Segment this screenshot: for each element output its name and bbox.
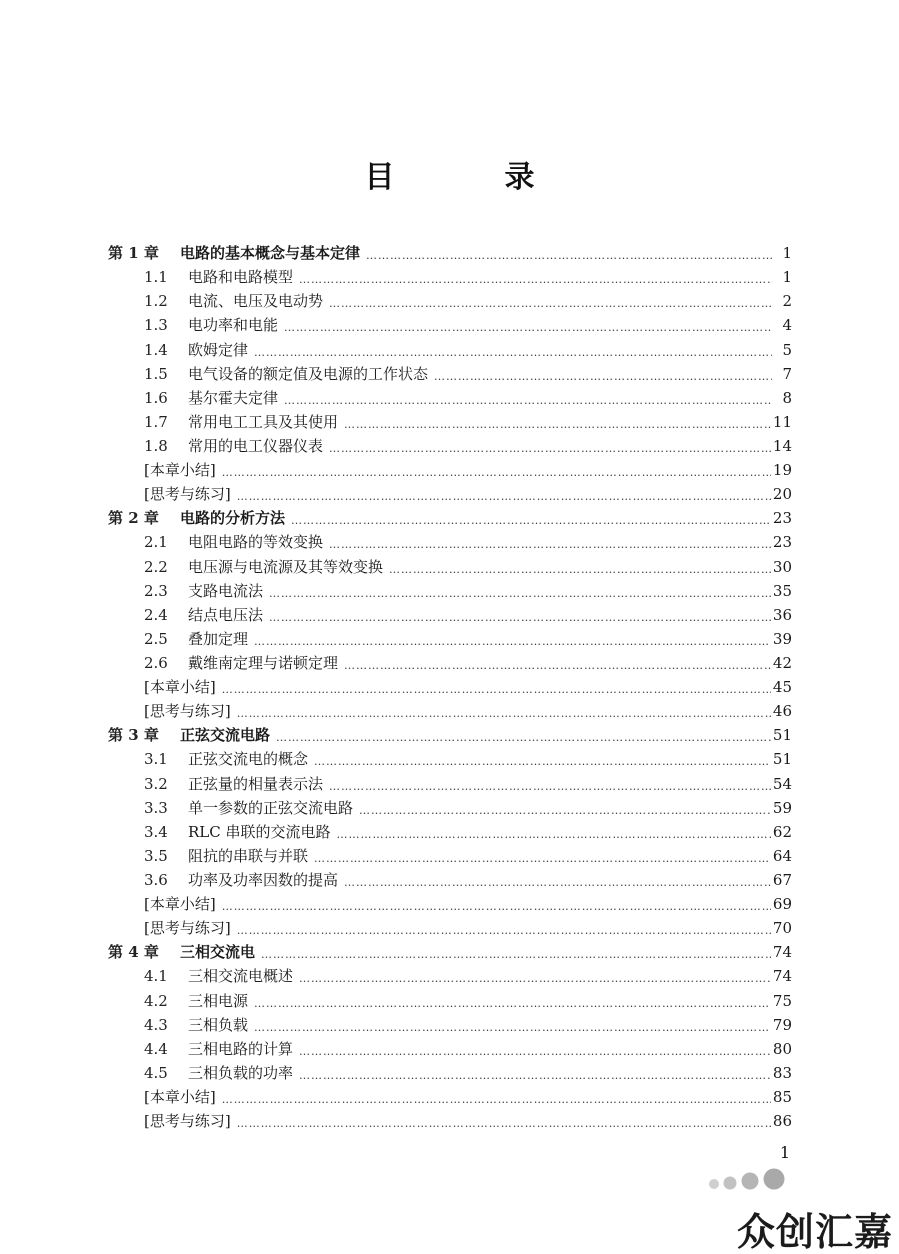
toc-number: 1.2 [144, 292, 168, 311]
toc-number: 第 1 章 [108, 244, 159, 263]
toc-number: 第 2 章 [108, 509, 159, 528]
page-title: 目 录 [364, 160, 575, 195]
toc-number: 1.8 [144, 436, 168, 455]
toc-page: 45 [772, 678, 792, 697]
toc-page: 51 [772, 750, 792, 769]
toc-section-row[interactable] [108, 577, 792, 601]
toc-label: 常用电工工具及其使用 [188, 412, 339, 431]
toc-number: 4.4 [144, 1039, 168, 1058]
toc-page: 30 [772, 557, 792, 576]
toc-label: [思考与练习] [144, 1112, 231, 1131]
toc-section-row[interactable] [108, 769, 792, 793]
toc-label: 电阻电路的等效变换 [188, 533, 324, 552]
toc-leader-dots [299, 966, 771, 986]
toc-number: 2.5 [144, 629, 168, 648]
toc-page: 19 [772, 461, 792, 480]
toc-label: 叠加定理 [188, 629, 249, 648]
toc-section-row[interactable] [108, 745, 792, 769]
toc-leader-dots [299, 267, 772, 287]
toc-page: 20 [772, 485, 792, 504]
toc-leader-dots [329, 532, 771, 552]
toc-label: 电路和电路模型 [188, 268, 294, 287]
toc-page: 5 [782, 340, 792, 359]
toc-number: 1.3 [144, 316, 168, 335]
toc-number: 1.7 [144, 412, 168, 431]
toc-label: 功率及功率因数的提高 [188, 870, 339, 889]
toc-leader-dots [254, 340, 772, 360]
toc-page: 80 [772, 1039, 792, 1058]
toc-section-row[interactable] [108, 962, 792, 986]
deco-dot-2 [724, 1177, 737, 1190]
toc-label: 正弦交流电路 [180, 726, 271, 745]
toc-extra-row[interactable] [108, 480, 792, 504]
toc-section-row[interactable] [108, 552, 792, 576]
toc-page: 75 [772, 991, 792, 1010]
toc-leader-dots [237, 918, 771, 938]
toc-number: 3.5 [144, 846, 168, 865]
toc-leader-dots [222, 460, 771, 480]
toc-label: 电路的基本概念与基本定律 [180, 244, 361, 263]
toc-number: 第 3 章 [108, 726, 159, 745]
toc-section-row[interactable] [108, 601, 792, 625]
toc-page: 74 [772, 967, 792, 986]
toc-label: 三相交流电 [180, 943, 256, 962]
toc-leader-dots [389, 557, 771, 577]
toc-leader-dots [254, 629, 771, 649]
toc-extra-row[interactable] [108, 1107, 792, 1131]
decorative-dots [708, 1164, 798, 1194]
toc-leader-dots [314, 846, 771, 866]
table-of-contents [108, 239, 792, 1131]
deco-dot-4 [764, 1169, 785, 1190]
toc-leader-dots [222, 677, 771, 697]
toc-label: [本章小结] [144, 461, 216, 480]
toc-extra-row[interactable] [108, 673, 792, 697]
toc-page: 70 [772, 919, 792, 938]
toc-page: 64 [772, 846, 792, 865]
toc-number: 第 4 章 [108, 943, 159, 962]
toc-leader-dots [314, 749, 771, 769]
toc-label: [思考与练习] [144, 485, 231, 504]
toc-section-row[interactable] [108, 842, 792, 866]
toc-leader-dots [222, 1087, 771, 1107]
toc-page: 8 [782, 388, 792, 407]
toc-label: 三相负载 [188, 1015, 249, 1034]
toc-label: 电流、电压及电动势 [188, 292, 324, 311]
toc-extra-row[interactable] [108, 890, 792, 914]
toc-leader-dots [237, 1111, 771, 1131]
toc-section-row[interactable] [108, 360, 792, 384]
toc-page: 51 [772, 726, 792, 745]
toc-leader-dots [359, 798, 771, 818]
toc-label: 正弦量的相量表示法 [188, 774, 324, 793]
toc-page: 79 [772, 1015, 792, 1034]
toc-chapter-row[interactable] [108, 504, 792, 528]
deco-dot-3 [742, 1173, 759, 1190]
toc-label: [本章小结] [144, 678, 216, 697]
toc-section-row[interactable] [108, 287, 792, 311]
toc-page: 4 [782, 316, 792, 335]
toc-label: 阻抗的串联与并联 [188, 846, 309, 865]
toc-label: 支路电流法 [188, 581, 264, 600]
toc-page: 42 [772, 653, 792, 672]
toc-number: 2.3 [144, 581, 168, 600]
toc-section-row[interactable] [108, 794, 792, 818]
toc-number: 2.1 [144, 533, 168, 552]
toc-section-row[interactable] [108, 625, 792, 649]
page-number: 1 [779, 1143, 790, 1162]
toc-number: 3.1 [144, 750, 168, 769]
toc-label: 三相交流电概述 [188, 967, 294, 986]
toc-leader-dots [284, 315, 772, 335]
toc-leader-dots [329, 774, 771, 794]
toc-leader-dots [254, 1015, 771, 1035]
toc-number: 4.1 [144, 967, 168, 986]
toc-leader-dots [344, 412, 771, 432]
toc-leader-dots [261, 942, 771, 962]
toc-leader-dots [269, 605, 771, 625]
toc-number: 4.3 [144, 1015, 168, 1034]
toc-page: 11 [772, 412, 792, 431]
toc-label: [思考与练习] [144, 702, 231, 721]
toc-section-row[interactable] [108, 384, 792, 408]
toc-number: 1.5 [144, 364, 168, 383]
toc-page: 1 [782, 244, 792, 263]
toc-page: 2 [782, 292, 792, 311]
toc-chapter-row[interactable] [108, 938, 792, 962]
toc-number: 3.3 [144, 798, 168, 817]
toc-section-row[interactable] [108, 986, 792, 1010]
toc-section-row[interactable] [108, 818, 792, 842]
toc-page: 85 [772, 1087, 792, 1106]
toc-chapter-row[interactable] [108, 239, 792, 263]
toc-leader-dots [344, 653, 771, 673]
toc-section-row[interactable] [108, 1011, 792, 1035]
toc-page: 62 [772, 822, 792, 841]
toc-page: 1 [782, 268, 792, 287]
toc-number: 1.4 [144, 340, 168, 359]
toc-page: 69 [772, 895, 792, 914]
toc-page: 86 [772, 1112, 792, 1131]
toc-label: [本章小结] [144, 895, 216, 914]
toc-leader-dots [299, 1063, 771, 1083]
toc-label: 单一参数的正弦交流电路 [188, 798, 354, 817]
toc-extra-row[interactable] [108, 697, 792, 721]
toc-label: [思考与练习] [144, 919, 231, 938]
toc-leader-dots [434, 364, 772, 384]
toc-leader-dots [269, 581, 771, 601]
toc-label: RLC 串联的交流电路 [188, 822, 331, 841]
toc-leader-dots [254, 991, 771, 1011]
toc-number: 4.5 [144, 1063, 168, 1082]
toc-number: 1.1 [144, 268, 168, 287]
toc-number: 1.6 [144, 388, 168, 407]
toc-leader-dots [329, 436, 771, 456]
toc-number: 2.6 [144, 653, 168, 672]
toc-section-row[interactable] [108, 311, 792, 335]
toc-page: 67 [772, 870, 792, 889]
toc-section-row[interactable] [108, 335, 792, 359]
toc-page: 83 [772, 1063, 792, 1082]
toc-leader-dots [237, 701, 771, 721]
toc-leader-dots [344, 870, 771, 890]
toc-label: 常用的电工仪器仪表 [188, 436, 324, 455]
toc-label: 三相负载的功率 [188, 1063, 294, 1082]
toc-leader-dots [337, 822, 771, 842]
toc-section-row[interactable] [108, 408, 792, 432]
toc-label: 三相电源 [188, 991, 249, 1010]
toc-number: 2.2 [144, 557, 168, 576]
toc-extra-row[interactable] [108, 1083, 792, 1107]
toc-section-row[interactable] [108, 1035, 792, 1059]
toc-label: 正弦交流电的概念 [188, 750, 309, 769]
toc-page: 74 [772, 943, 792, 962]
toc-number: 2.4 [144, 605, 168, 624]
toc-extra-row[interactable] [108, 914, 792, 938]
toc-leader-dots [329, 291, 772, 311]
toc-page: 23 [772, 533, 792, 552]
toc-label: 电压源与电流源及其等效变换 [188, 557, 384, 576]
toc-number: 3.2 [144, 774, 168, 793]
toc-page: 23 [772, 509, 792, 528]
toc-section-row[interactable] [108, 866, 792, 890]
toc-leader-dots [222, 894, 771, 914]
toc-section-row[interactable] [108, 263, 792, 287]
toc-page: 39 [772, 629, 792, 648]
toc-section-row[interactable] [108, 432, 792, 456]
toc-section-row[interactable] [108, 1059, 792, 1083]
toc-extra-row[interactable] [108, 456, 792, 480]
toc-leader-dots [299, 1039, 771, 1059]
toc-leader-dots [237, 484, 771, 504]
toc-page: 36 [772, 605, 792, 624]
toc-leader-dots [284, 388, 772, 408]
toc-section-row[interactable] [108, 649, 792, 673]
toc-label: 基尔霍夫定律 [188, 388, 279, 407]
toc-section-row[interactable] [108, 528, 792, 552]
toc-page: 7 [782, 364, 792, 383]
toc-label: 电功率和电能 [188, 316, 279, 335]
toc-page: 14 [772, 436, 792, 455]
toc-leader-dots [366, 243, 772, 263]
brand-watermark: 众创汇嘉 [737, 1210, 894, 1254]
toc-label: [本章小结] [144, 1087, 216, 1106]
toc-page: 54 [772, 774, 792, 793]
toc-number: 3.4 [144, 822, 168, 841]
toc-label: 三相电路的计算 [188, 1039, 294, 1058]
toc-page: 35 [772, 581, 792, 600]
toc-label: 结点电压法 [188, 605, 264, 624]
toc-number: 4.2 [144, 991, 168, 1010]
toc-label: 戴维南定理与诺顿定理 [188, 653, 339, 672]
toc-number: 3.6 [144, 870, 168, 889]
toc-label: 电路的分析方法 [180, 509, 286, 528]
toc-label: 电气设备的额定值及电源的工作状态 [188, 364, 429, 383]
toc-chapter-row[interactable] [108, 721, 792, 745]
toc-leader-dots [276, 725, 771, 745]
toc-label: 欧姆定律 [188, 340, 249, 359]
toc-leader-dots [291, 508, 771, 528]
deco-dot-1 [709, 1179, 719, 1189]
toc-page: 59 [772, 798, 792, 817]
toc-page: 46 [772, 702, 792, 721]
